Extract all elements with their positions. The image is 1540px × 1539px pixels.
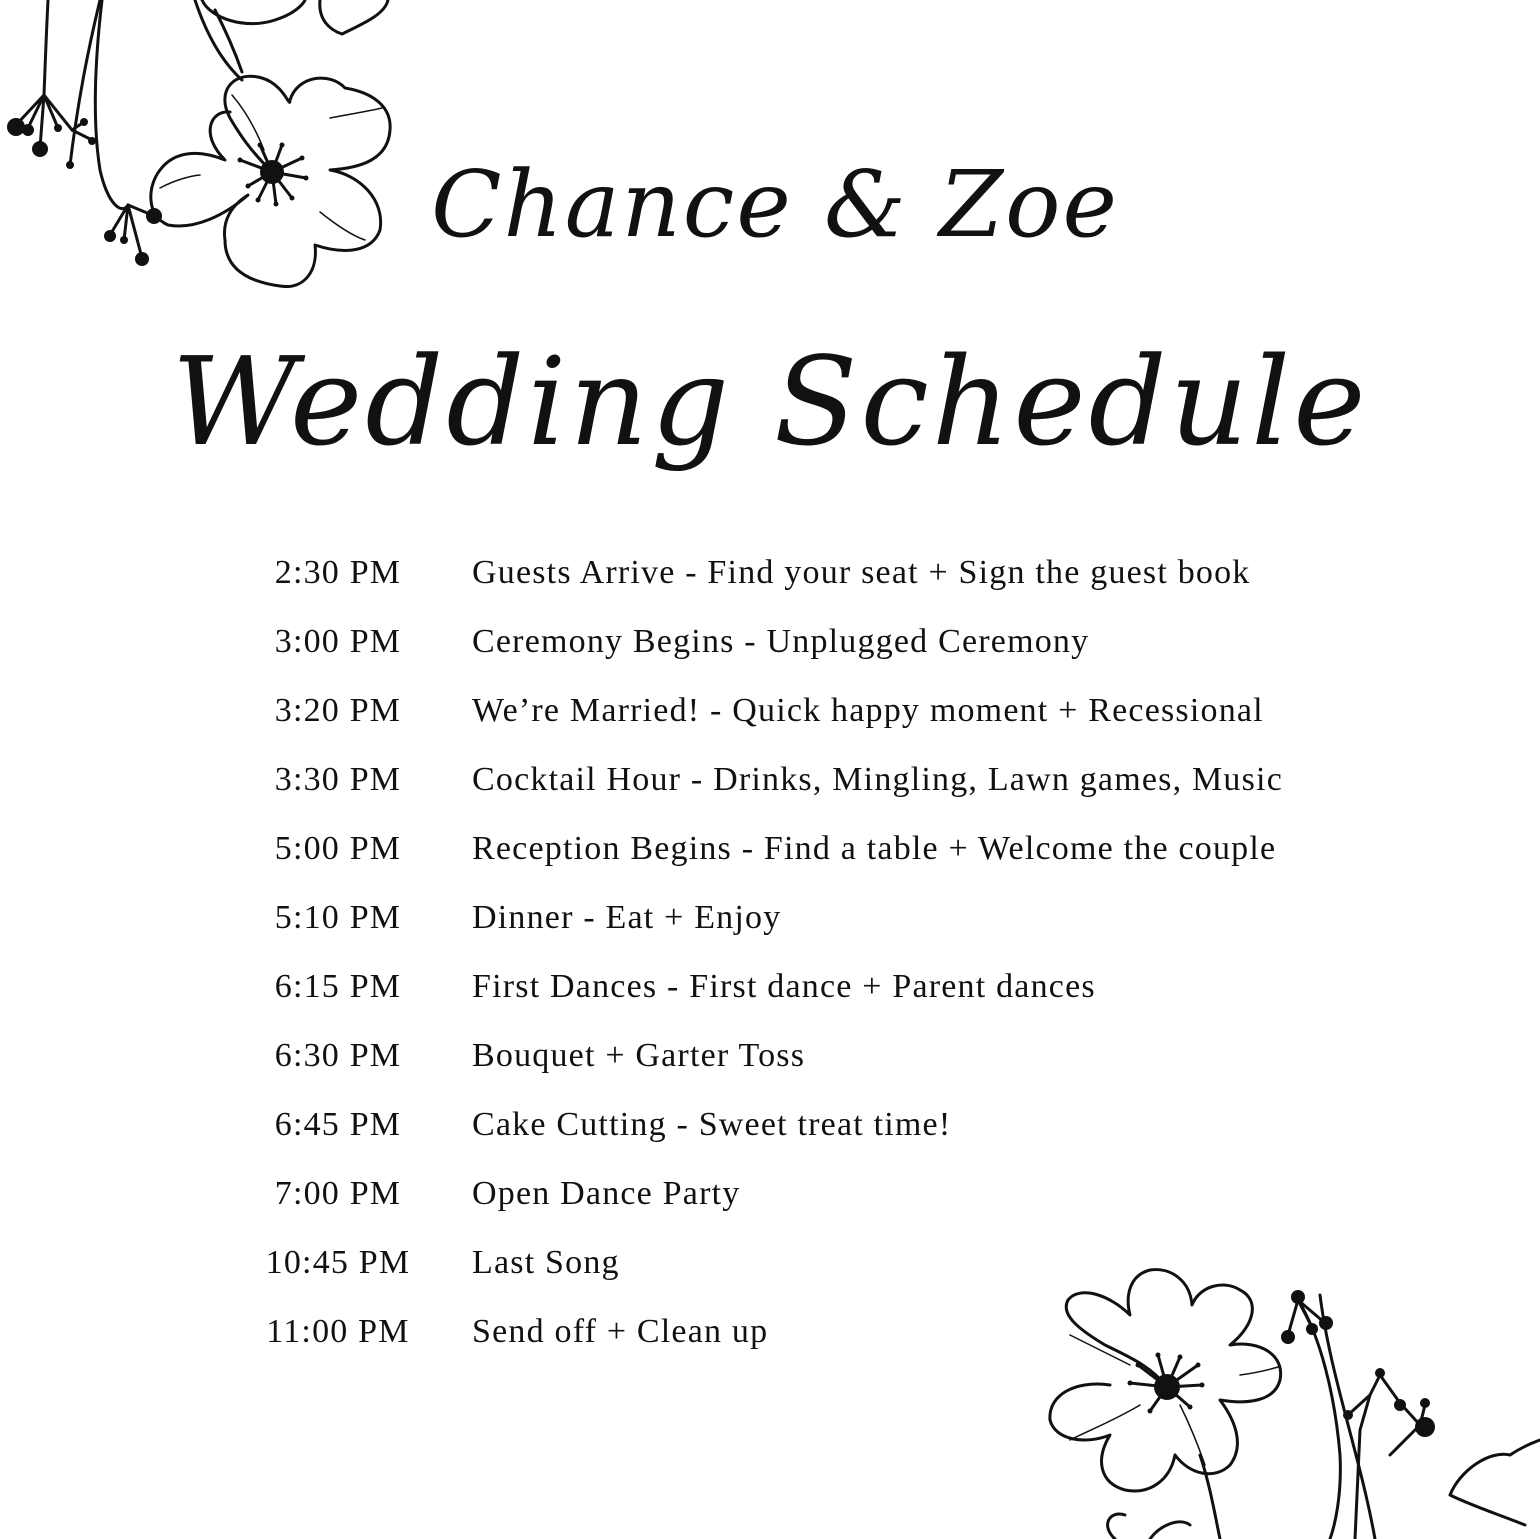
schedule-time: 11:00 PM (266, 1312, 410, 1350)
schedule-row (250, 745, 1370, 814)
schedule-time: 5:10 PM (274, 898, 402, 936)
schedule-row (250, 814, 1370, 883)
schedule-event: Last Song (472, 1243, 620, 1281)
schedule-event: Cocktail Hour - Drinks, Mingling, Lawn games, Music (472, 760, 1283, 798)
schedule-time: 6:15 PM (274, 967, 402, 1005)
schedule-time: 3:30 PM (274, 760, 402, 798)
schedule-row (250, 538, 1370, 607)
schedule-event: Open Dance Party (472, 1174, 741, 1212)
schedule-event: Send off + Clean up (472, 1312, 769, 1350)
couple-names-text: Chance & Zoe (431, 151, 1119, 258)
schedule-row (250, 607, 1370, 676)
schedule-time: 7:00 PM (274, 1174, 402, 1212)
schedule-row (250, 1090, 1370, 1159)
schedule-event: We’re Married! - Quick happy moment + Recessional (472, 691, 1264, 729)
schedule-event: First Dances - First dance + Parent dances (472, 967, 1096, 1005)
schedule-row (250, 1159, 1370, 1228)
schedule-row (250, 676, 1370, 745)
schedule-time: 2:30 PM (274, 553, 402, 591)
couple-names (0, 140, 1540, 270)
schedule-row (250, 883, 1370, 952)
schedule-event: Cake Cutting - Sweet treat time! (472, 1105, 952, 1143)
schedule-row (250, 1021, 1370, 1090)
schedule-event: Reception Begins - Find a table + Welcome the couple (472, 829, 1277, 867)
flower-illustration-icon (1030, 1255, 1540, 1539)
schedule-time: 6:30 PM (274, 1036, 402, 1074)
schedule-row (250, 952, 1370, 1021)
schedule-event: Dinner - Eat + Enjoy (472, 898, 782, 936)
schedule-time: 6:45 PM (274, 1105, 402, 1143)
schedule-time: 5:00 PM (274, 829, 402, 867)
page-title: Wedding Schedule (171, 331, 1369, 473)
schedule-event: Bouquet + Garter Toss (472, 1036, 806, 1074)
schedule-event: Ceremony Begins - Unplugged Ceremony (472, 622, 1090, 660)
schedule-event: Guests Arrive - Find your seat + Sign the guest book (472, 553, 1251, 591)
schedule-time: 3:00 PM (274, 622, 402, 660)
schedule-time: 3:20 PM (274, 691, 402, 729)
schedule-list (250, 538, 1370, 1366)
schedule-time: 10:45 PM (265, 1243, 411, 1281)
